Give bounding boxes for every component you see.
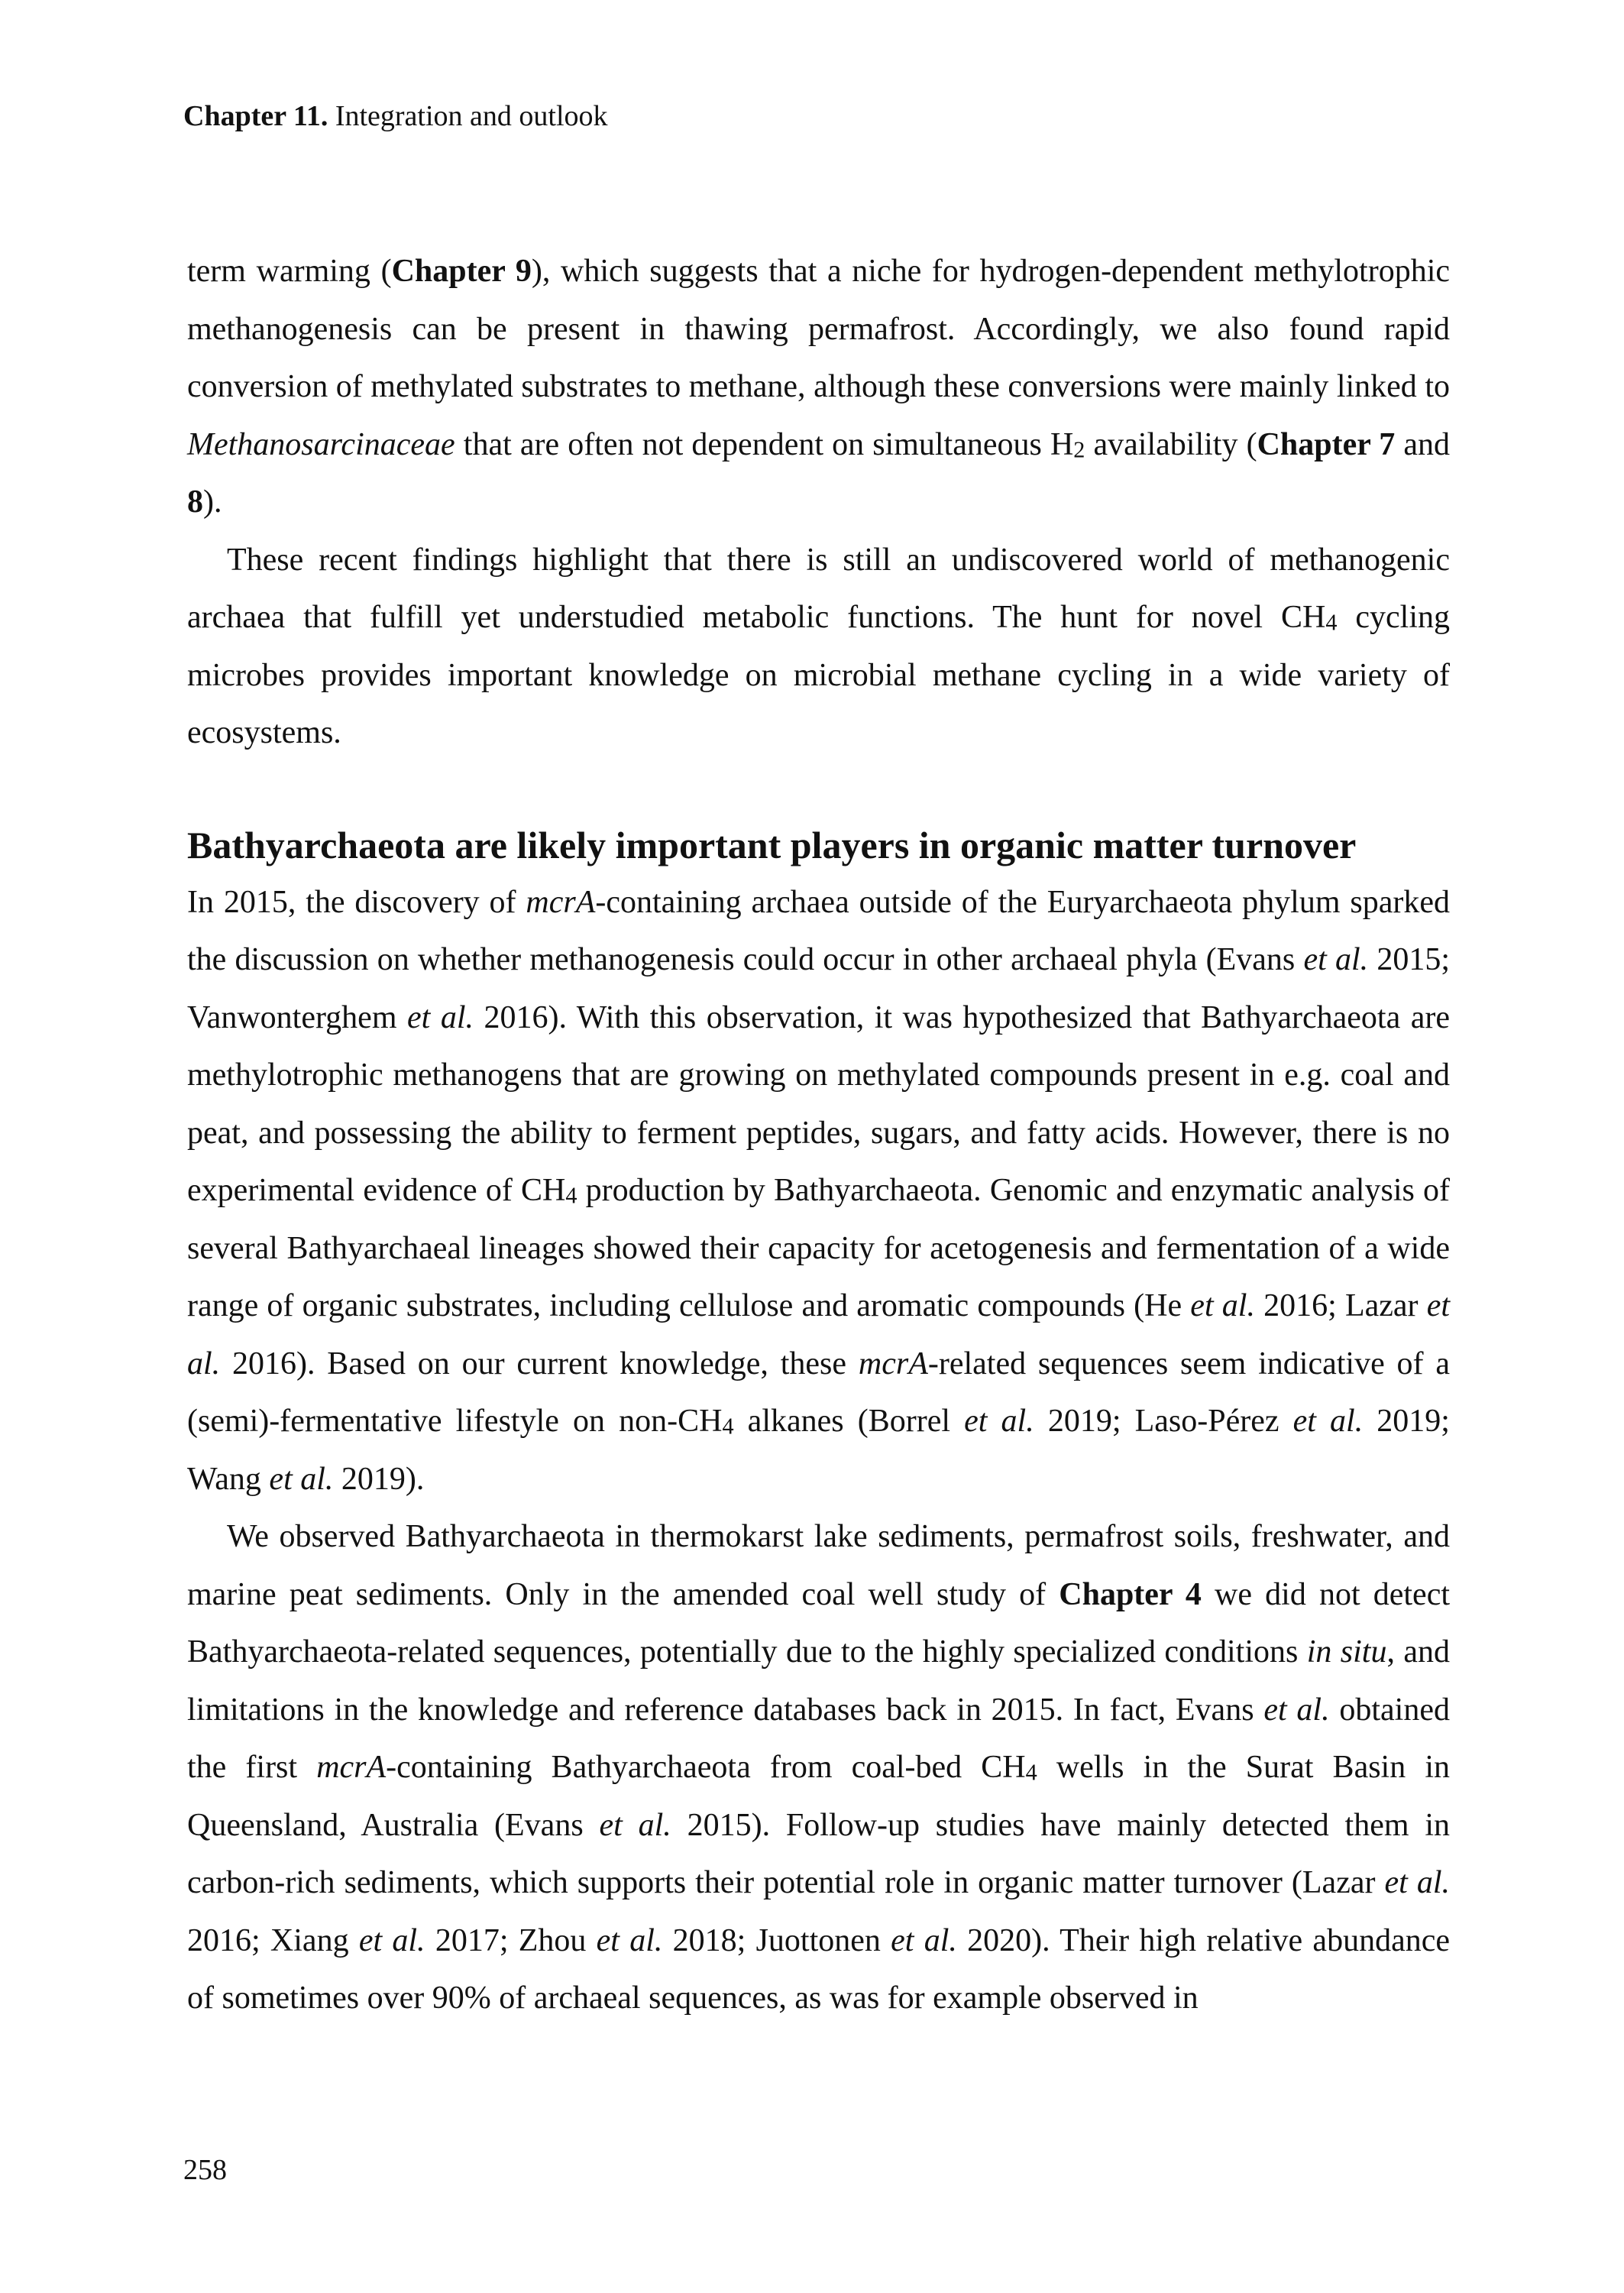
text-run: et al. <box>964 1404 1034 1439</box>
text-run: et al. <box>187 1288 1450 1381</box>
text-run: availability ( <box>1085 426 1257 462</box>
paragraph <box>187 1508 1450 2028</box>
text-run: ), which suggests that a niche for hydrogen-dependent methylotrophic methanogenesis can be present in thawing permafrost. Accordingly, we also found rapid conversion of methylated substrates to methane, although these conversions were mainly linked to <box>187 254 1451 404</box>
text-run: obtained the first <box>187 1692 1450 1785</box>
paragraph <box>187 243 1450 532</box>
text-run: 4 <box>1025 1759 1037 1786</box>
text-run: 2016). With this observation, it was hypothesized that Bathyarchaeota are methylotrophic methanogens that are growing on methylated compounds present in e.g. coal and peat, and possessing the ability to ferment peptides, sugars, and fatty acids. However, there is no experimental evidence of CH <box>187 999 1451 1208</box>
text-run: we did not detect Bathyarchaeota-related sequences, potentially due to the highly specialized conditions <box>187 1576 1451 1670</box>
text-run: 2016). Based on our current knowledge, these <box>220 1346 859 1381</box>
text-run: 2020). Their high relative abundance of sometimes over 90% of archaeal sequences, as was for example observed in <box>187 1922 1450 2016</box>
text-run: Methanosarcinaceae <box>187 426 455 462</box>
chapter-title: Integration and outlook <box>328 100 608 132</box>
text-run: et al. <box>1384 1865 1451 1900</box>
text-run: mcrA <box>526 884 596 920</box>
spacer <box>187 868 1450 874</box>
paragraph <box>187 874 1450 1509</box>
text-run: that are often not dependent on simultaneous H <box>455 426 1074 462</box>
text-run: 4 <box>722 1413 734 1440</box>
text-run: 2016; Lazar <box>1254 1288 1427 1323</box>
text-run: These recent findings highlight that there is still an undiscovered world of methanogenic archaea that fulfill yet understudied metabolic functions. The hunt for novel CH <box>187 542 1450 635</box>
text-run: 2017; Zhou <box>425 1922 597 1958</box>
text-run: et al. <box>596 1922 663 1958</box>
text-run: alkanes (Borrel <box>733 1404 965 1439</box>
text-run: , and limitations in the knowledge and reference databases back in 2015. In fact, Evans <box>187 1634 1450 1728</box>
text-run: 2019; Wang <box>187 1404 1450 1497</box>
text-run: 2016; Xiang <box>187 1922 359 1958</box>
running-header <box>183 99 608 134</box>
text-run: -containing archaea outside of the Euryarchaeota phylum sparked the discussion on whether methanogenesis could occur in other archaeal phyla (Evans <box>187 884 1450 977</box>
section-heading: Bathyarchaeota are likely important players in organic matter turnover <box>187 823 1357 866</box>
text-run: cycling microbes provides important knowledge on microbial methane cycling in a wide variety of ecosystems. <box>187 600 1450 750</box>
text-run: -containing Bathyarchaeota from coal-bed CH <box>386 1750 1026 1785</box>
text-run: in situ <box>1306 1634 1387 1670</box>
text-run: 2015; Vanwonterghem <box>187 942 1450 1035</box>
text-run: et al. <box>407 999 474 1035</box>
text-run: et al. <box>269 1461 334 1497</box>
text-run: term warming ( <box>187 254 392 289</box>
text-run: et al. <box>1292 1404 1364 1439</box>
text-run: 8 <box>187 484 203 520</box>
text-run: et al. <box>358 1922 425 1958</box>
text-run: et al. <box>891 1922 957 1958</box>
text-run: Chapter 9 <box>391 254 532 289</box>
text-run: et al. <box>1303 942 1369 977</box>
text-run: -related sequences seem indicative of a (semi)-fermentative lifestyle on non-CH <box>187 1346 1450 1439</box>
text-run: Chapter 7 <box>1257 426 1396 462</box>
text-run: et al. <box>1263 1692 1330 1728</box>
text-run: et al. <box>599 1807 671 1843</box>
text-run: In 2015, the discovery of <box>187 884 526 920</box>
spacer <box>187 763 1450 822</box>
body-text <box>187 243 1450 2028</box>
text-run: 2019). <box>333 1461 425 1497</box>
text-run: and <box>1395 426 1450 462</box>
text-run: 2019; Laso-Pérez <box>1034 1404 1293 1439</box>
text-run: 4 <box>1325 609 1338 636</box>
text-run: production by Bathyarchaeota. Genomic and enzymatic analysis of several Bathyarchaeal lineages showed their capacity for acetogenesis and fermentation of a wide range of organic substrates, including cellulose and aromatic compounds (He <box>187 1173 1450 1323</box>
text-run: ). <box>203 484 222 520</box>
text-run: mcrA <box>858 1346 928 1381</box>
text-run: Chapter 4 <box>1059 1576 1202 1612</box>
text-run: 2015). Follow-up studies have mainly detected them in carbon-rich sediments, which supports their potential role in organic matter turnover (Lazar <box>187 1807 1451 1900</box>
text-run: 2018; Juottonen <box>662 1922 891 1958</box>
text-run: et al. <box>1190 1288 1255 1323</box>
text-run: mcrA <box>316 1750 387 1785</box>
chapter-label: Chapter 11. <box>183 100 328 132</box>
text-run: 4 <box>565 1182 577 1209</box>
page-number: 258 <box>183 2154 227 2186</box>
paragraph <box>187 532 1450 763</box>
text-run: wells in the Surat Basin in Queensland, Australia (Evans <box>187 1750 1451 1843</box>
text-run: 2 <box>1073 436 1085 463</box>
text-run: We observed Bathyarchaeota in thermokarst lake sediments, permafrost soils, freshwater, and marine peat sediments. Only in the amended coal well study of <box>187 1519 1450 1612</box>
